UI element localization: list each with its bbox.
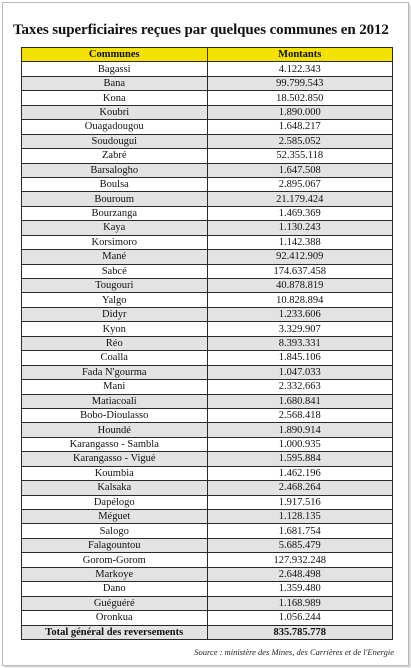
commune-cell: Bagassi — [22, 62, 208, 76]
commune-cell: Karangasso - Vigué — [22, 452, 208, 466]
amount-cell: 1.168.989 — [207, 596, 393, 610]
amount-cell: 1.047.033 — [207, 365, 393, 379]
table-row — [22, 351, 393, 365]
document-title: Taxes superficiaires reçues par quelques communes en 2012 — [13, 22, 389, 38]
table-row — [22, 423, 393, 437]
table-row — [22, 611, 393, 625]
table-row — [22, 481, 393, 495]
amount-cell: 1.681.754 — [207, 524, 393, 538]
amount-cell: 1.142.388 — [207, 235, 393, 249]
amount-cell: 1.890.000 — [207, 105, 393, 119]
amount-cell: 5.685.479 — [207, 538, 393, 552]
table-row — [22, 466, 393, 480]
amount-cell: 1.647.508 — [207, 163, 393, 177]
amount-cell: 2.568.418 — [207, 408, 393, 422]
total-row — [22, 625, 393, 639]
commune-cell: Falagountou — [22, 538, 208, 552]
commune-cell: Bourzanga — [22, 206, 208, 220]
amount-cell: 10.828.894 — [207, 293, 393, 307]
amount-cell: 1.233.606 — [207, 307, 393, 321]
table-row — [22, 62, 393, 76]
table-row — [22, 105, 393, 119]
tax-table-container — [21, 47, 393, 640]
amount-cell: 40.878.819 — [207, 279, 393, 293]
amount-cell: 52.355.118 — [207, 149, 393, 163]
commune-cell: Matiacoali — [22, 394, 208, 408]
amount-cell: 1.680.841 — [207, 394, 393, 408]
commune-cell: Markoye — [22, 567, 208, 581]
commune-cell: Yalgo — [22, 293, 208, 307]
table-row — [22, 380, 393, 394]
commune-cell: Gorom-Gorom — [22, 553, 208, 567]
table-row — [22, 538, 393, 552]
document-frame — [2, 2, 409, 666]
table-row — [22, 408, 393, 422]
table-row — [22, 510, 393, 524]
header-montants: Montants — [207, 48, 393, 62]
table-row — [22, 322, 393, 336]
amount-cell: 1.462.196 — [207, 466, 393, 480]
commune-cell: Dano — [22, 582, 208, 596]
amount-cell: 1.845.106 — [207, 351, 393, 365]
total-label: Total général des reversements — [22, 625, 208, 639]
amount-cell: 174.637.458 — [207, 264, 393, 278]
table-row — [22, 149, 393, 163]
commune-cell: Koubri — [22, 105, 208, 119]
amount-cell: 99.799.543 — [207, 76, 393, 90]
total-value: 835.785.778 — [207, 625, 393, 639]
amount-cell: 2.585.052 — [207, 134, 393, 148]
commune-cell: Dapélogo — [22, 495, 208, 509]
table-row — [22, 452, 393, 466]
commune-cell: Bouroum — [22, 192, 208, 206]
table-row — [22, 177, 393, 191]
table-row — [22, 596, 393, 610]
table-row — [22, 495, 393, 509]
amount-cell: 3.329.907 — [207, 322, 393, 336]
commune-cell: Korsimoro — [22, 235, 208, 249]
amount-cell: 8.393.331 — [207, 336, 393, 350]
commune-cell: Bobo-Dioulasso — [22, 408, 208, 422]
amount-cell: 4.122.343 — [207, 62, 393, 76]
table-row — [22, 582, 393, 596]
amount-cell: 1.890.914 — [207, 423, 393, 437]
table-row — [22, 76, 393, 90]
commune-cell: Méguet — [22, 510, 208, 524]
amount-cell: 92.412.909 — [207, 250, 393, 264]
amount-cell: 1.130.243 — [207, 221, 393, 235]
amount-cell: 1.359.480 — [207, 582, 393, 596]
table-row — [22, 567, 393, 581]
table-row — [22, 279, 393, 293]
amount-cell: 1.917.516 — [207, 495, 393, 509]
table-row — [22, 120, 393, 134]
commune-cell: Soudougui — [22, 134, 208, 148]
table-row — [22, 336, 393, 350]
commune-cell: Fada N'gourma — [22, 365, 208, 379]
amount-cell: 127.932.248 — [207, 553, 393, 567]
table-row — [22, 91, 393, 105]
commune-cell: Oronkua — [22, 611, 208, 625]
amount-cell: 1.648.217 — [207, 120, 393, 134]
commune-cell: Kona — [22, 91, 208, 105]
amount-cell: 18.502.850 — [207, 91, 393, 105]
commune-cell: Boulsa — [22, 177, 208, 191]
table-row — [22, 264, 393, 278]
commune-cell: Kyon — [22, 322, 208, 336]
commune-cell: Kalsaka — [22, 481, 208, 495]
commune-cell: Sabcé — [22, 264, 208, 278]
amount-cell: 1.128.135 — [207, 510, 393, 524]
table-row — [22, 235, 393, 249]
header-communes: Communes — [22, 48, 208, 62]
amount-cell: 2.648.498 — [207, 567, 393, 581]
commune-cell: Zabré — [22, 149, 208, 163]
commune-cell: Mani — [22, 380, 208, 394]
table-row — [22, 437, 393, 451]
table-header-row — [22, 48, 393, 62]
amount-cell: 21.179.424 — [207, 192, 393, 206]
commune-cell: Houndé — [22, 423, 208, 437]
table-row — [22, 221, 393, 235]
table-row — [22, 250, 393, 264]
amount-cell: 1.000.935 — [207, 437, 393, 451]
commune-cell: Barsalogho — [22, 163, 208, 177]
amount-cell: 2.468.264 — [207, 481, 393, 495]
commune-cell: Didyr — [22, 307, 208, 321]
commune-cell: Mané — [22, 250, 208, 264]
commune-cell: Kaya — [22, 221, 208, 235]
amount-cell: 1.056.244 — [207, 611, 393, 625]
amount-cell: 1.595.884 — [207, 452, 393, 466]
commune-cell: Bana — [22, 76, 208, 90]
tax-table — [21, 47, 393, 640]
commune-cell: Ouagadougou — [22, 120, 208, 134]
amount-cell: 1.469.369 — [207, 206, 393, 220]
table-body — [22, 62, 393, 625]
table-row — [22, 524, 393, 538]
table-row — [22, 307, 393, 321]
table-row — [22, 394, 393, 408]
table-row — [22, 206, 393, 220]
table-row — [22, 365, 393, 379]
amount-cell: 2.895.067 — [207, 177, 393, 191]
table-row — [22, 134, 393, 148]
commune-cell: Salogo — [22, 524, 208, 538]
amount-cell: 2.332.663 — [207, 380, 393, 394]
table-row — [22, 553, 393, 567]
commune-cell: Guéguéré — [22, 596, 208, 610]
table-row — [22, 163, 393, 177]
commune-cell: Karangasso - Sambla — [22, 437, 208, 451]
commune-cell: Koumbia — [22, 466, 208, 480]
table-row — [22, 293, 393, 307]
source-note: Source : ministère des Mines, des Carrières et de l'Energie — [194, 647, 394, 657]
commune-cell: Réo — [22, 336, 208, 350]
commune-cell: Coalla — [22, 351, 208, 365]
table-row — [22, 192, 393, 206]
commune-cell: Tougouri — [22, 279, 208, 293]
